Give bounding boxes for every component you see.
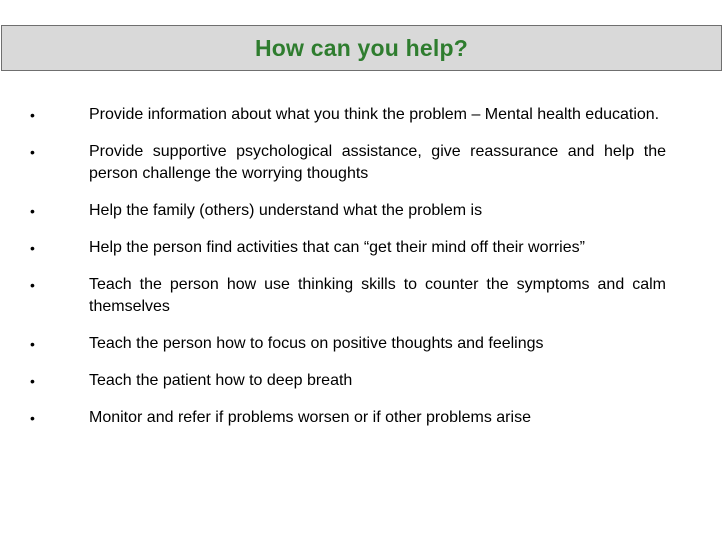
bullet-text: Teach the patient how to deep breath (89, 372, 353, 389)
bullet-text: Provide information about what you think the problem – Mental health education. (89, 106, 660, 123)
bullet-item-7 (0, 370, 728, 392)
bullet-item-5 (0, 274, 728, 318)
bullet-dot-icon: • (30, 107, 35, 123)
bullet-text: Help the family (others) understand what the problem is (89, 202, 483, 219)
bullet-list (0, 104, 728, 444)
bullet-item-2 (0, 141, 728, 185)
bullet-dot-icon: • (30, 277, 35, 293)
bullet-text: Monitor and refer if problems worsen or if other problems arise (89, 409, 531, 426)
bullet-dot-icon: • (30, 203, 35, 219)
bullet-text: Provide supportive psychological assistance, give reassurance and help the person challenge the worrying thoughts (89, 143, 666, 182)
bullet-dot-icon: • (30, 410, 35, 426)
bullet-dot-icon: • (30, 336, 35, 352)
title-banner (1, 25, 722, 71)
bullet-dot-icon: • (30, 144, 35, 160)
bullet-item-6 (0, 333, 728, 355)
bullet-dot-icon: • (30, 373, 35, 389)
bullet-item-3 (0, 200, 728, 222)
bullet-text: Help the person find activities that can “get their mind off their worries” (89, 239, 585, 256)
bullet-text: Teach the person how use thinking skills to counter the symptoms and calm themselves (89, 276, 666, 315)
bullet-text: Teach the person how to focus on positive thoughts and feelings (89, 335, 544, 352)
bullet-dot-icon: • (30, 240, 35, 256)
bullet-item-8 (0, 407, 728, 429)
bullet-item-1 (0, 104, 728, 126)
slide-title: How can you help? (255, 35, 468, 61)
bullet-item-4 (0, 237, 728, 259)
